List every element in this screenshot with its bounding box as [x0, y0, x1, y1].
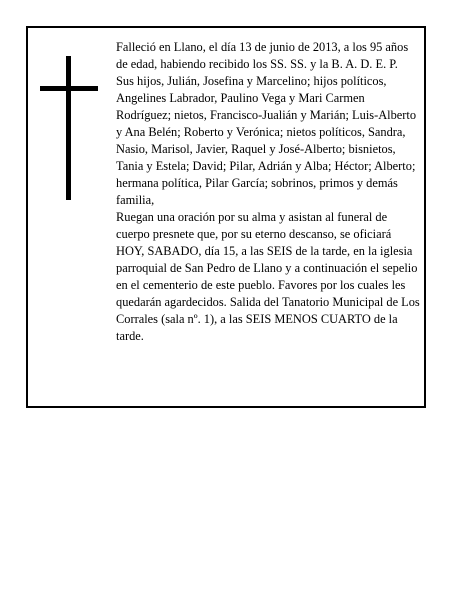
funeral-details-paragraph: Ruegan una oración por su alma y asistan al funeral de cuerpo presnete que, por su eterno descanso, se oficiará HOY, SABADO, día 15, a las SEIS de la tarde, en la iglesia parroquial de San Pedro de Llano y a continuación el sepelio en el cementerio de este pueblo. Favores por los cuales les quedarán agardecidos. Salida del Tanatorio Municipal de Los Corrales (sala nº. 1), a las SEIS MENOS CUARTO de la tarde. — [116, 210, 420, 343]
family-paragraph: Sus hijos, Julián, Josefina y Marcelino; hijos políticos, Angelines Labrador, Paulino Vega y Mari Carmen Rodríguez; nietos, Francisco-Jualián y Marián; Luis-Alberto y Ana Belén; Roberto y Verónica; nietos políticos, Sandra, Nasio, Marisol, Javier, Raquel y José-Alberto; bisnietos, Tania y Estela; David; Pilar, Adrián y Alba; Héctor; Alberto; hermana política, Pilar García; sobrinos, primos y demás familia, — [116, 74, 417, 207]
death-announcement-paragraph: Falleció en Llano, el día 13 de junio de 2013, a los 95 años de edad, habiendo recibido los SS. SS. y la B. A. D. E. P. — [116, 40, 409, 71]
obituary-notice-frame — [26, 26, 426, 408]
latin-cross-icon — [40, 56, 98, 200]
cross-vertical-bar — [66, 56, 71, 200]
cross-horizontal-bar — [40, 86, 98, 91]
obituary-text — [116, 39, 422, 345]
